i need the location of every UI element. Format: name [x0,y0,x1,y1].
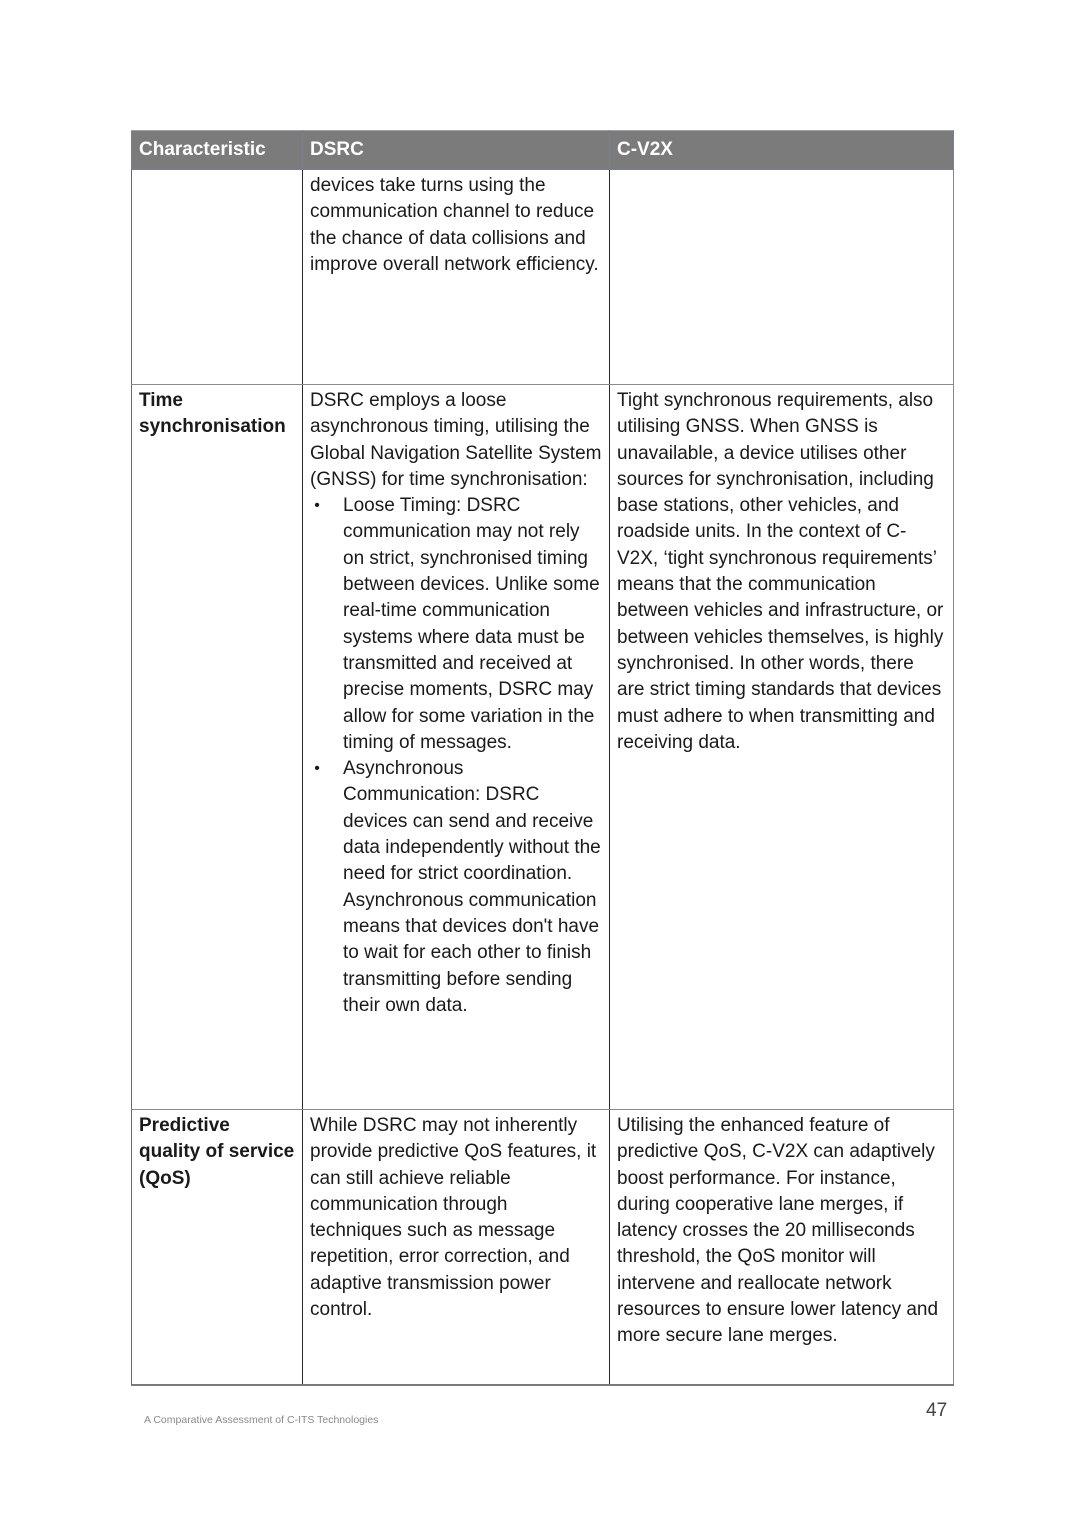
bullet-icon: • [314,497,320,515]
cv2x-cell: Utilising the enhanced feature of predictive QoS, C-V2X can adaptively boost performance. For instance, during cooperative lane merges, if latency crosses the 20 milliseconds threshold, the QoS monitor will intervene and reallocate network resources to ensure lower latency and more secure lane merges. [610,1110,954,1386]
table-header-row [132,131,954,170]
dsrc-paragraph: DSRC employs a loose asynchronous timing, utilising the Global Navigation Satellite System (GNSS) for time synchronisation: [310,390,602,490]
header-dsrc: DSRC [303,131,610,170]
table-row [132,385,954,1110]
dsrc-cell [303,1110,610,1386]
dsrc-bullet-list [310,493,602,1019]
table-row [132,1110,954,1386]
header-characteristic: Characteristic [132,131,303,170]
dsrc-paragraph: While DSRC may not inherently provide predictive QoS features, it can still achieve reliable communication through techniques such as message repetition, error correction, and adaptive transmission power control. [310,1115,597,1321]
page-number: 47 [926,1400,948,1421]
dsrc-cell [303,385,610,1110]
table-row [132,170,954,385]
list-item [310,756,602,1019]
header-cv2x: C-V2X [610,131,954,170]
footer-document-title: A Comparative Assessment of C-ITS Technologies [144,1414,379,1426]
bullet-icon: • [314,760,320,778]
dsrc-cell [303,170,610,385]
cv2x-cell: Tight synchronous requirements, also utilising GNSS. When GNSS is unavailable, a device utilises other sources for synchronisation, including base stations, other vehicles, and roadside units. In the context of C-V2X, ‘tight synchronous requirements’ means that the communication between vehicles and infrastructure, or between vehicles themselves, is highly synchronised. In other words, there are strict timing standards that devices must adhere to when transmitting and receiving data. [610,385,954,1110]
list-item [310,493,602,756]
bullet-text: Asynchronous Communication: DSRC devices can send and receive data independently without the need for strict coordination. Asynchronous communication means that devices don't have to wait for each other to finish transmitting before sending their own data. [343,758,601,1016]
bullet-text: Loose Timing: DSRC communication may not rely on strict, synchronised timing between devices. Unlike some real-time communication systems where data must be transmitted and received at precise moments, DSRC may allow for some variation in the timing of messages. [343,495,600,753]
characteristic-cell [132,170,303,385]
characteristic-cell: Predictive quality of service (QoS) [132,1110,303,1386]
dsrc-paragraph: devices take turns using the communication channel to reduce the chance of data collisions and improve overall network efficiency. [310,175,599,275]
cv2x-cell [610,170,954,385]
comparison-table [131,130,954,1386]
characteristic-cell: Time synchronisation [132,385,303,1110]
